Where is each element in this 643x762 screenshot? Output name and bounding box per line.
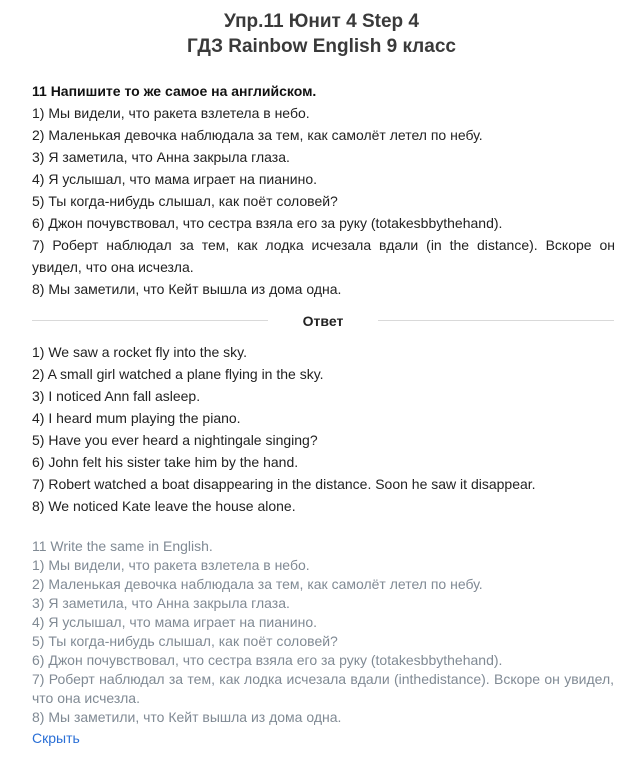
answer-divider: [32, 311, 614, 331]
task-item: 1) Мы видели, что ракета взлетела в небо.: [32, 105, 310, 121]
answer-label: Ответ: [302, 313, 344, 329]
task-heading: 11 Напишите то же самое на английском.: [32, 83, 317, 99]
translation-item: 2) Маленькая девочка наблюдала за тем, как самолёт летел по небу.: [32, 576, 483, 592]
answer-item: 1) We saw a rocket fly into the sky.: [32, 344, 248, 360]
translation-item: 4) Я услышал, что мама играет на пианино.: [32, 614, 317, 630]
answer-block: [32, 341, 615, 517]
task-item: 7) Роберт наблюдал за тем, как лодка исчезала вдали (in the distance). Вскоре он увидел, что она исчезла.: [32, 237, 615, 275]
answer-item: 6) John felt his sister take him by the hand.: [32, 454, 299, 470]
answer-item: 7) Robert watched a boat disappearing in the distance. Soon he saw it disappear.: [32, 476, 536, 492]
hide-translation-link[interactable]: Скрыть: [32, 730, 80, 746]
translation-item: 8) Мы заметили, что Кейт вышла из дома одна.: [32, 709, 342, 725]
task-item: 3) Я заметила, что Анна закрыла глаза.: [32, 149, 290, 165]
translation-item: 5) Ты когда-нибудь слышал, как поёт соловей?: [32, 633, 338, 649]
page-title: [0, 9, 643, 59]
task-item: 4) Я услышал, что мама играет на пианино.: [32, 171, 317, 187]
translation-item: 6) Джон почувствовал, что сестра взяла его за руку (totakesbbythehand).: [32, 652, 503, 668]
task-item: 6) Джон почувствовал, что сестра взяла его за руку (totakesbbythehand).: [32, 215, 503, 231]
task-item: 5) Ты когда-нибудь слышал, как поёт соловей?: [32, 193, 338, 209]
divider-line-left: [32, 320, 268, 321]
answer-item: 5) Have you ever heard a nightingale singing?: [32, 432, 318, 448]
title-line-book: ГДЗ Rainbow English 9 класс: [187, 36, 456, 57]
task-block: [32, 80, 615, 300]
translation-heading: 11 Write the same in English.: [32, 538, 213, 554]
title-line-exercise: Упр.11 Юнит 4 Step 4: [223, 11, 420, 32]
answer-item: 2) A small girl watched a plane flying in the sky.: [32, 366, 324, 382]
answer-item: 4) I heard mum playing the piano.: [32, 410, 241, 426]
answer-item: 3) I noticed Ann fall asleep.: [32, 388, 201, 404]
task-item: 2) Маленькая девочка наблюдала за тем, как самолёт летел по небу.: [32, 127, 483, 143]
translation-item: 7) Роберт наблюдал за тем, как лодка исчезала вдали (inthedistance). Вскоре он увидел, что она исчезла.: [32, 671, 614, 706]
answer-item: 8) We noticed Kate leave the house alone.: [32, 498, 296, 514]
translation-item: 3) Я заметила, что Анна закрыла глаза.: [32, 595, 290, 611]
translation-block: [32, 537, 614, 727]
divider-line-right: [378, 320, 614, 321]
task-item: 8) Мы заметили, что Кейт вышла из дома одна.: [32, 281, 342, 297]
translation-item: 1) Мы видели, что ракета взлетела в небо.: [32, 557, 310, 573]
